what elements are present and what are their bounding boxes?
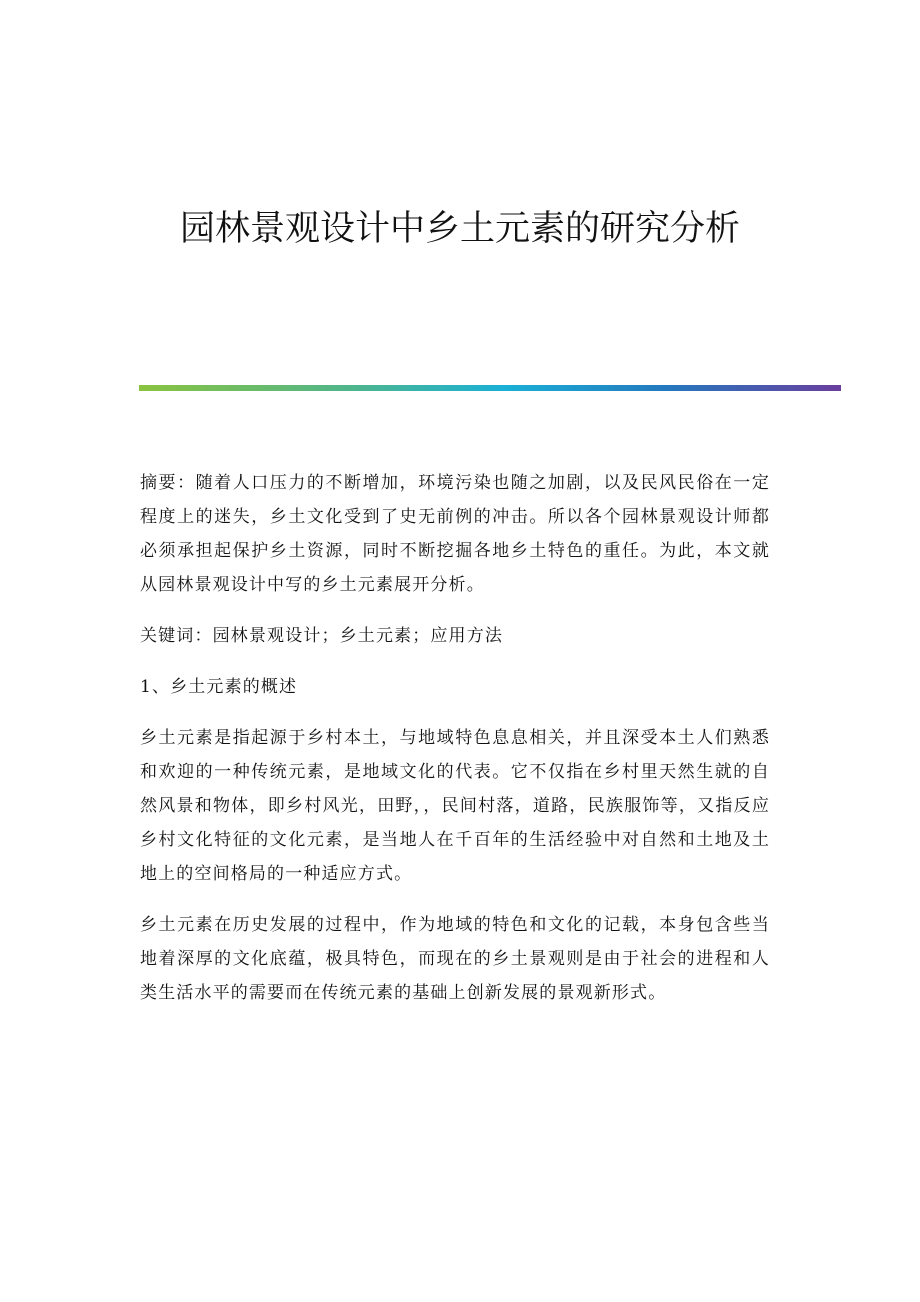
abstract-paragraph: 摘要：随着人口压力的不断增加，环境污染也随之加剧，以及民风民俗在一定程度上的迷失，乡土文化受到了史无前例的冲击。所以各个园林景观设计师都必须承担起保护乡土资源，同时不断挖掘各地乡土特色的重任。为此，本文就从园林景观设计中写的乡土元素展开分析。 [140, 473, 770, 595]
body-paragraph: 乡土元素是指起源于乡村本土，与地域特色息息相关，并且深受本土人们熟悉和欢迎的一种传统元素，是地域文化的代表。它不仅指在乡村里天然生就的自然风景和物体，即乡村风光，田野，，民间村落，道路，民族服饰等，又指反应乡村文化特征的文化元素，是当地人在千百年的生活经验中对自然和土地及土地上的空间格局的一种适应方式。 [140, 728, 770, 884]
document-body [140, 466, 770, 1027]
keywords-line: 关键词：园林景观设计；乡土元素；应用方法 [140, 626, 503, 646]
section-heading: 1、乡土元素的概述 [140, 677, 298, 697]
title-divider [139, 385, 841, 391]
body-paragraph: 乡土元素在历史发展的过程中，作为地域的特色和文化的记载，本身包含些当地着深厚的文化底蕴，极具特色，而现在的乡土景观则是由于社会的进程和人类生活水平的需要而在传统元素的基础上创新发展的景观新形式。 [140, 915, 770, 1003]
document-title: 园林景观设计中乡土元素的研究分析 [179, 209, 740, 249]
